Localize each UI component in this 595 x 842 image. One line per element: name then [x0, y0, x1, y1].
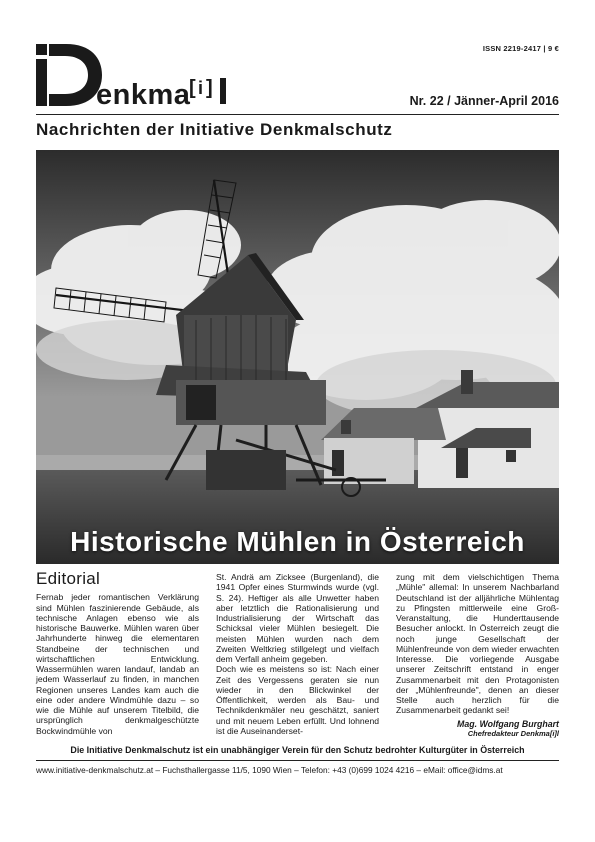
signature-name: Mag. Wolfgang Burghart	[457, 718, 559, 729]
footer-divider	[36, 760, 559, 761]
editorial-heading: Editorial	[36, 569, 101, 588]
windmill-illustration	[36, 150, 559, 564]
header-divider	[36, 114, 559, 115]
svg-text:[: [	[189, 77, 196, 99]
editorial-paragraph: zung mit dem vielschichtigen Thema „Mühle" allemal: In unserem Nachbarland Deutschland ist der alljährliche Mühlentag zu Pfingsten mittlerweile eine Groß-Veranstaltung, die Hunderttausende Besucher anlockt. In Österreich zeugt die noch junge Gesellschaft der Mühlenfreunde von dem wieder erwachten Interesse. Die vorliegende Ausgabe unserer Zeitschrift entstand in enger Zusammenarbeit mit den Protagonisten der „Mühlenfreunde", denen an dieser Stelle auch herzlich für die Zusammenarbeit gedankt sei!	[396, 572, 559, 716]
svg-text:enkma: enkma	[96, 79, 191, 110]
issn-price: ISSN 2219-2417 | 9 €	[482, 44, 559, 53]
footer-tagline: Die Initiative Denkmalschutz ist ein unabhängiger Verein für den Schutz bedrohter Kulturgüter in Österreich	[70, 745, 525, 755]
editorial-column-2	[216, 572, 379, 736]
svg-text:i: i	[198, 78, 204, 98]
issue-number: Nr. 22 / Jänner-April 2016	[409, 94, 559, 108]
editorial-paragraph: Fernab jeder romantischen Verklärung sind Mühlen faszinierende Gebäude, als technische Anlagen ebenso wie als historische Bauwerke. Mühlen waren über Jahrhunderte hinweg die elementaren Standbeine der technischen und wirtschaftlichen Entwicklung. Wassermühlen waren landauf, landab an jedem Wasserlauf zu finden, in manchen Regionen unseres Landes kam auch die eine oder andere Windmühle dazu – so wie die Mühle auf unserem Titelbild, die ursprünglich denkmalgeschützte Bockwindmühle von	[36, 592, 199, 736]
editorial-column-3	[396, 572, 559, 739]
svg-text:]: ]	[206, 77, 213, 99]
editorial-paragraph: St. Andrä am Zicksee (Burgenland), die 1941 Opfer eines Sturmwinds wurde (vgl. S. 24). Heftiger als alle Unwetter haben aber letztlich die Rationalisierung und Industrialisierung der Wirtschaft das Schicksal vieler Mühlen besiegelt. Die meisten Mühlen wurden nach dem Zweiten Weltkrieg stillgelegt und vielfach dem Verfall anheim gegeben.	[216, 572, 379, 664]
newsletter-subtitle: Nachrichten der Initiative Denkmalschutz	[36, 120, 393, 139]
logo-graphic	[36, 42, 256, 110]
cover-headline: Historische Mühlen in Österreich	[70, 526, 525, 557]
cover-photo	[36, 150, 559, 564]
denkmail-logo	[36, 42, 256, 110]
editorial-paragraph: Doch wie es meistens so ist: Nach einer Zeit des Vergessens geraten sie nun wieder in den Blickwinkel der Öffentlichkeit, werden als Bau- und Technikdenkmäler neu geschätzt, saniert und mit neuem Leben erfüllt. Und lohnend ist die Auseinanderset-	[216, 664, 379, 736]
footer-contact: www.initiative-denkmalschutz.at – Fuchsthallergasse 11/5, 1090 Wien – Telefon: +43 (0)699 1024 4216 – eMail: office@idms.at	[36, 765, 503, 775]
signature-role: Chefredakteur Denkma[i]l	[467, 728, 559, 738]
editorial-column-1	[36, 569, 199, 736]
